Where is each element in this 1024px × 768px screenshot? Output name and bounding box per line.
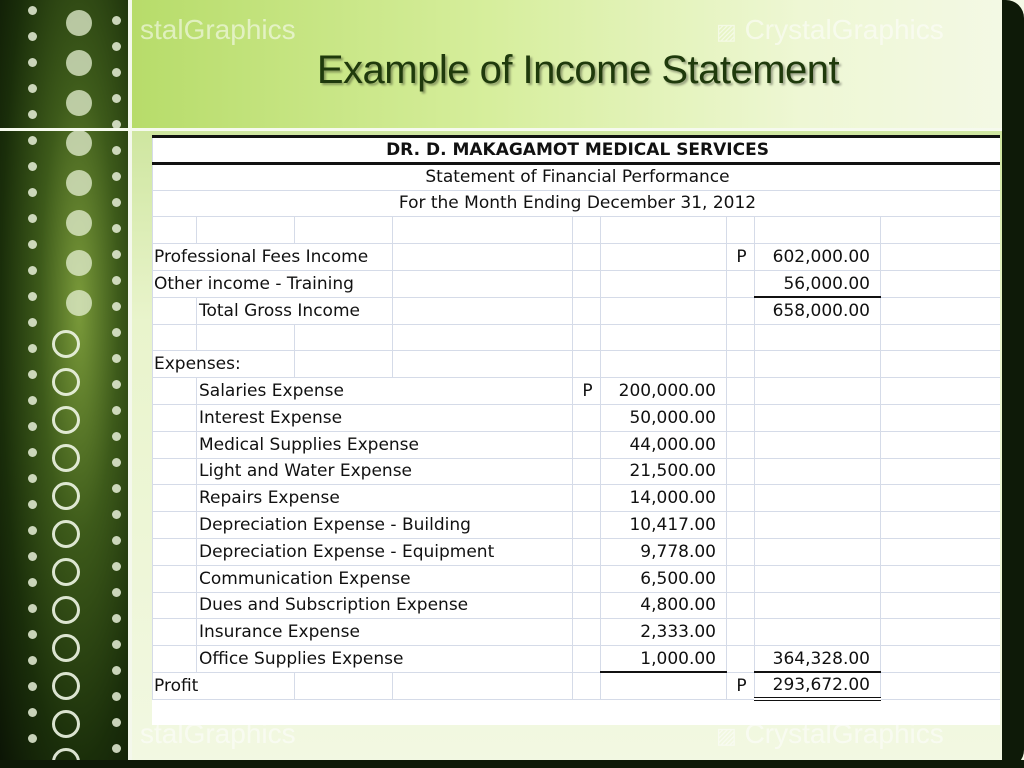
strip-circle	[66, 170, 92, 196]
strip-ring	[52, 330, 80, 358]
expenses-heading-row	[153, 351, 1001, 378]
watermark-top-right-text: CrystalGraphics	[744, 14, 944, 45]
income-row	[153, 244, 1001, 271]
strip-circle	[66, 290, 92, 316]
header-divider	[0, 128, 1024, 131]
report-period: For the Month Ending December 31, 2012	[153, 190, 1001, 217]
expense-amount: 10,417.00	[601, 512, 727, 539]
strip-dot	[112, 146, 121, 155]
strip-dot	[112, 354, 121, 363]
income-amount: 56,000.00	[755, 270, 881, 297]
expense-amount: 21,500.00	[601, 458, 727, 485]
strip-dot	[112, 302, 121, 311]
expense-row	[153, 565, 1001, 592]
expense-label: Interest Expense	[197, 404, 573, 431]
expense-row	[153, 458, 1001, 485]
strip-dot	[28, 240, 37, 249]
strip-dot	[28, 734, 37, 743]
strip-dot	[112, 198, 121, 207]
expense-amount: 1,000.00	[601, 646, 727, 673]
expenses-label: Expenses:	[153, 351, 295, 378]
strip-circle	[66, 90, 92, 116]
strip-dot	[28, 6, 37, 15]
strip-dot	[112, 536, 121, 545]
currency-symbol: P	[573, 378, 601, 405]
watermark-bottom-left: stalGraphics	[140, 718, 296, 749]
strip-dot	[28, 214, 37, 223]
decorative-film-strip	[0, 0, 132, 768]
strip-dot	[28, 656, 37, 665]
total-gross-label: Total Gross Income	[197, 297, 393, 324]
strip-ring	[52, 482, 80, 510]
strip-dot	[28, 500, 37, 509]
expense-row	[153, 431, 1001, 458]
profit-row	[153, 672, 1001, 699]
blank-row	[153, 324, 1001, 351]
strip-dot	[28, 136, 37, 145]
strip-dot	[28, 578, 37, 587]
strip-ring	[52, 672, 80, 700]
strip-ring	[52, 444, 80, 472]
expense-amount: 14,000.00	[601, 485, 727, 512]
income-label: Professional Fees Income	[153, 244, 393, 271]
expense-amount: 200,000.00	[601, 378, 727, 405]
currency-symbol: P	[727, 244, 755, 271]
strip-dot	[112, 718, 121, 727]
strip-dot	[112, 744, 121, 753]
expense-label: Depreciation Expense - Building	[197, 512, 573, 539]
strip-dot	[28, 344, 37, 353]
strip-dot	[28, 162, 37, 171]
strip-dot	[28, 266, 37, 275]
strip-ring	[52, 520, 80, 548]
strip-ring	[52, 634, 80, 662]
strip-circle	[66, 250, 92, 276]
slide-frame-bottom	[0, 760, 1024, 768]
strip-dot	[112, 614, 121, 623]
strip-dot	[28, 58, 37, 67]
expense-row	[153, 404, 1001, 431]
strip-dot	[28, 318, 37, 327]
strip-dot	[112, 692, 121, 701]
expense-row	[153, 619, 1001, 646]
strip-dot	[28, 604, 37, 613]
watermark-logo-icon: ▨	[716, 723, 737, 748]
expense-amount: 2,333.00	[601, 619, 727, 646]
company-name: DR. D. MAKAGAMOT MEDICAL SERVICES	[153, 137, 1001, 164]
income-statement-table	[152, 135, 1000, 701]
strip-dot	[28, 708, 37, 717]
strip-dot	[28, 84, 37, 93]
total-expenses-amount: 364,328.00	[755, 646, 881, 673]
strip-dot	[112, 94, 121, 103]
strip-dot	[112, 588, 121, 597]
strip-dot	[28, 188, 37, 197]
total-gross-row	[153, 297, 1001, 324]
watermark-top-right	[716, 14, 944, 46]
expense-label: Light and Water Expense	[197, 458, 573, 485]
strip-dot	[112, 328, 121, 337]
strip-dot	[112, 16, 121, 25]
strip-dot	[112, 562, 121, 571]
strip-ring	[52, 558, 80, 586]
blank-row	[153, 217, 1001, 244]
income-statement-sheet	[152, 135, 1000, 725]
strip-ring	[52, 710, 80, 738]
expense-row	[153, 646, 1001, 673]
strip-dot	[112, 250, 121, 259]
expense-row	[153, 512, 1001, 539]
strip-dot	[28, 422, 37, 431]
strip-ring	[52, 406, 80, 434]
strip-ring	[52, 596, 80, 624]
strip-dot	[28, 682, 37, 691]
strip-dot	[28, 292, 37, 301]
currency-symbol: P	[727, 672, 755, 699]
strip-dot	[28, 32, 37, 41]
strip-circle	[66, 50, 92, 76]
expense-amount: 50,000.00	[601, 404, 727, 431]
strip-dot	[28, 110, 37, 119]
expense-label: Salaries Expense	[197, 378, 573, 405]
watermark-bottom-right-text: CrystalGraphics	[744, 718, 944, 749]
report-name: Statement of Financial Performance	[153, 163, 1001, 190]
profit-amount: 293,672.00	[755, 672, 881, 699]
strip-dot	[112, 276, 121, 285]
strip-dot	[112, 380, 121, 389]
strip-dot	[28, 526, 37, 535]
strip-dot	[112, 432, 121, 441]
expense-amount: 9,778.00	[601, 538, 727, 565]
strip-dot	[112, 458, 121, 467]
expense-label: Medical Supplies Expense	[197, 431, 573, 458]
income-amount: 602,000.00	[755, 244, 881, 271]
expense-row	[153, 485, 1001, 512]
strip-dot	[28, 552, 37, 561]
strip-circle	[66, 10, 92, 36]
expense-amount: 44,000.00	[601, 431, 727, 458]
strip-dot	[28, 630, 37, 639]
strip-dot	[112, 224, 121, 233]
profit-label: Profit	[153, 672, 295, 699]
expense-row	[153, 538, 1001, 565]
expense-label: Communication Expense	[197, 565, 573, 592]
income-label: Other income - Training	[153, 270, 393, 297]
watermark-bottom-right	[716, 718, 944, 750]
strip-dot	[112, 484, 121, 493]
income-row	[153, 270, 1001, 297]
strip-dot	[112, 666, 121, 675]
strip-dot	[112, 406, 121, 415]
expense-amount: 6,500.00	[601, 565, 727, 592]
strip-dot	[112, 68, 121, 77]
strip-dot	[112, 510, 121, 519]
slide-frame-right	[1002, 0, 1024, 768]
expense-label: Repairs Expense	[197, 485, 573, 512]
strip-dot	[28, 448, 37, 457]
expense-label: Office Supplies Expense	[197, 646, 573, 673]
expense-label: Insurance Expense	[197, 619, 573, 646]
expense-amount: 4,800.00	[601, 592, 727, 619]
watermark-logo-icon: ▨	[716, 19, 737, 44]
expense-label: Depreciation Expense - Equipment	[197, 538, 573, 565]
strip-dot	[112, 42, 121, 51]
expense-label: Dues and Subscription Expense	[197, 592, 573, 619]
strip-dot	[28, 396, 37, 405]
slide-title: Example of Income Statement	[316, 48, 840, 92]
strip-dot	[28, 370, 37, 379]
expense-row	[153, 592, 1001, 619]
total-gross-amount: 658,000.00	[755, 297, 881, 324]
strip-ring	[52, 368, 80, 396]
expense-row	[153, 378, 1001, 405]
strip-dot	[112, 640, 121, 649]
strip-dot	[112, 172, 121, 181]
strip-dot	[28, 474, 37, 483]
watermark-top-left: stalGraphics	[140, 14, 296, 45]
strip-circle	[66, 210, 92, 236]
strip-circle	[66, 130, 92, 156]
